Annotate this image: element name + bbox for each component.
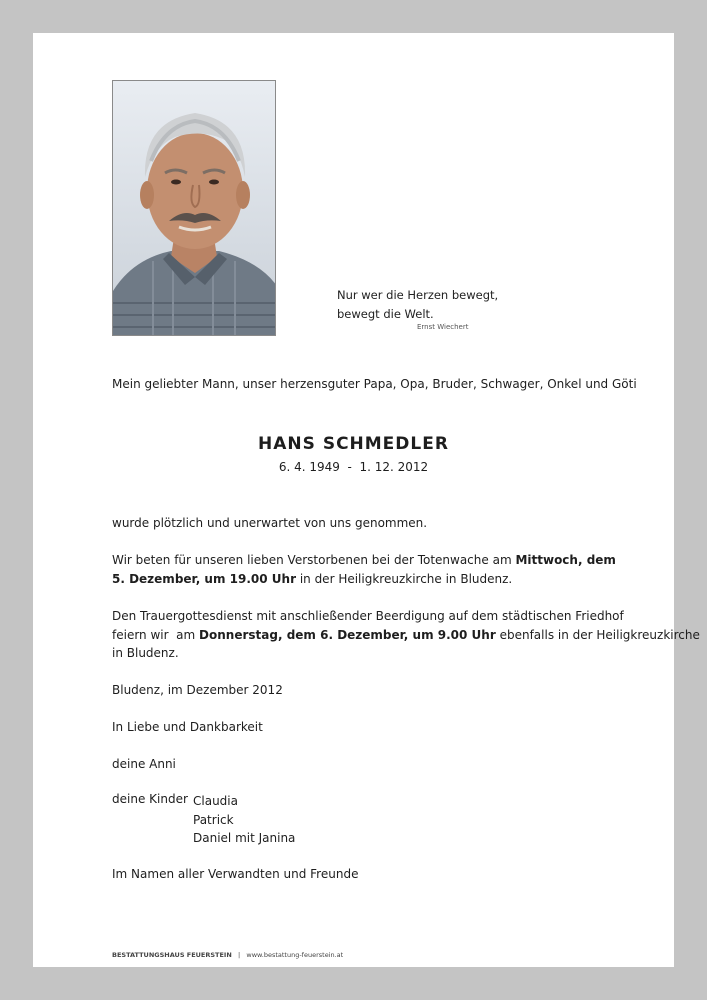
- funeral-text-3: in Bludenz.: [112, 646, 179, 660]
- spouse-line: deine Anni: [112, 757, 176, 771]
- child-name: Daniel mit Janina: [193, 831, 296, 845]
- passing-text: wurde plötzlich und unerwartet von uns genommen.: [112, 516, 428, 530]
- wake-location: in der Heiligkreuzkirche in Bludenz.: [296, 571, 513, 586]
- funeral-paragraph: [112, 607, 700, 663]
- funeral-home-url: www.bestattung-feuerstein.at: [246, 951, 344, 959]
- memorial-quote: [337, 286, 498, 324]
- wake-paragraph: [112, 551, 616, 588]
- life-dates: 6. 4. 1949 - 1. 12. 2012: [278, 460, 429, 474]
- footer-separator: |: [238, 951, 241, 959]
- funeral-text-2: feiern wir am: [112, 627, 200, 642]
- funeral-location: ebenfalls in der Heiligkreuzkirche: [495, 627, 700, 642]
- deceased-name: HANS SCHMEDLER: [258, 434, 449, 454]
- intro-text: Mein geliebter Mann, unser herzensguter Papa, Opa, Bruder, Schwager, Onkel und Göti: [112, 377, 637, 391]
- portrait-photo: [112, 80, 276, 336]
- quote-line-1: Nur wer die Herzen bewegt,: [337, 288, 499, 302]
- child-name: Claudia: [193, 794, 238, 808]
- closing-line: Im Namen aller Verwandten und Freunde: [112, 867, 359, 881]
- wake-day: Mittwoch, dem: [515, 553, 616, 567]
- funeral-date-time: Donnerstag, dem 6. Dezember, um 9.00 Uhr: [199, 627, 496, 642]
- footer: [112, 951, 343, 959]
- funeral-home-name: BESTATTUNGSHAUS FEUERSTEIN: [112, 951, 232, 959]
- children-label: deine Kinder: [112, 792, 188, 806]
- quote-line-2: bewegt die Welt.: [337, 307, 434, 321]
- love-line: In Liebe und Dankbarkeit: [112, 720, 263, 734]
- funeral-text-1: Den Trauergottesdienst mit anschließender Beerdigung auf dem städtischen Friedhof: [112, 609, 624, 623]
- child-name: Patrick: [193, 812, 234, 827]
- wake-date-time: 5. Dezember, um 19.00 Uhr: [112, 571, 296, 586]
- quote-author: Ernst Wiechert: [417, 323, 469, 331]
- wake-text-1: Wir beten für unseren lieben Verstorbenen bei der Totenwache am: [112, 553, 516, 567]
- place-date: Bludenz, im Dezember 2012: [112, 683, 283, 697]
- children-list: [193, 792, 295, 848]
